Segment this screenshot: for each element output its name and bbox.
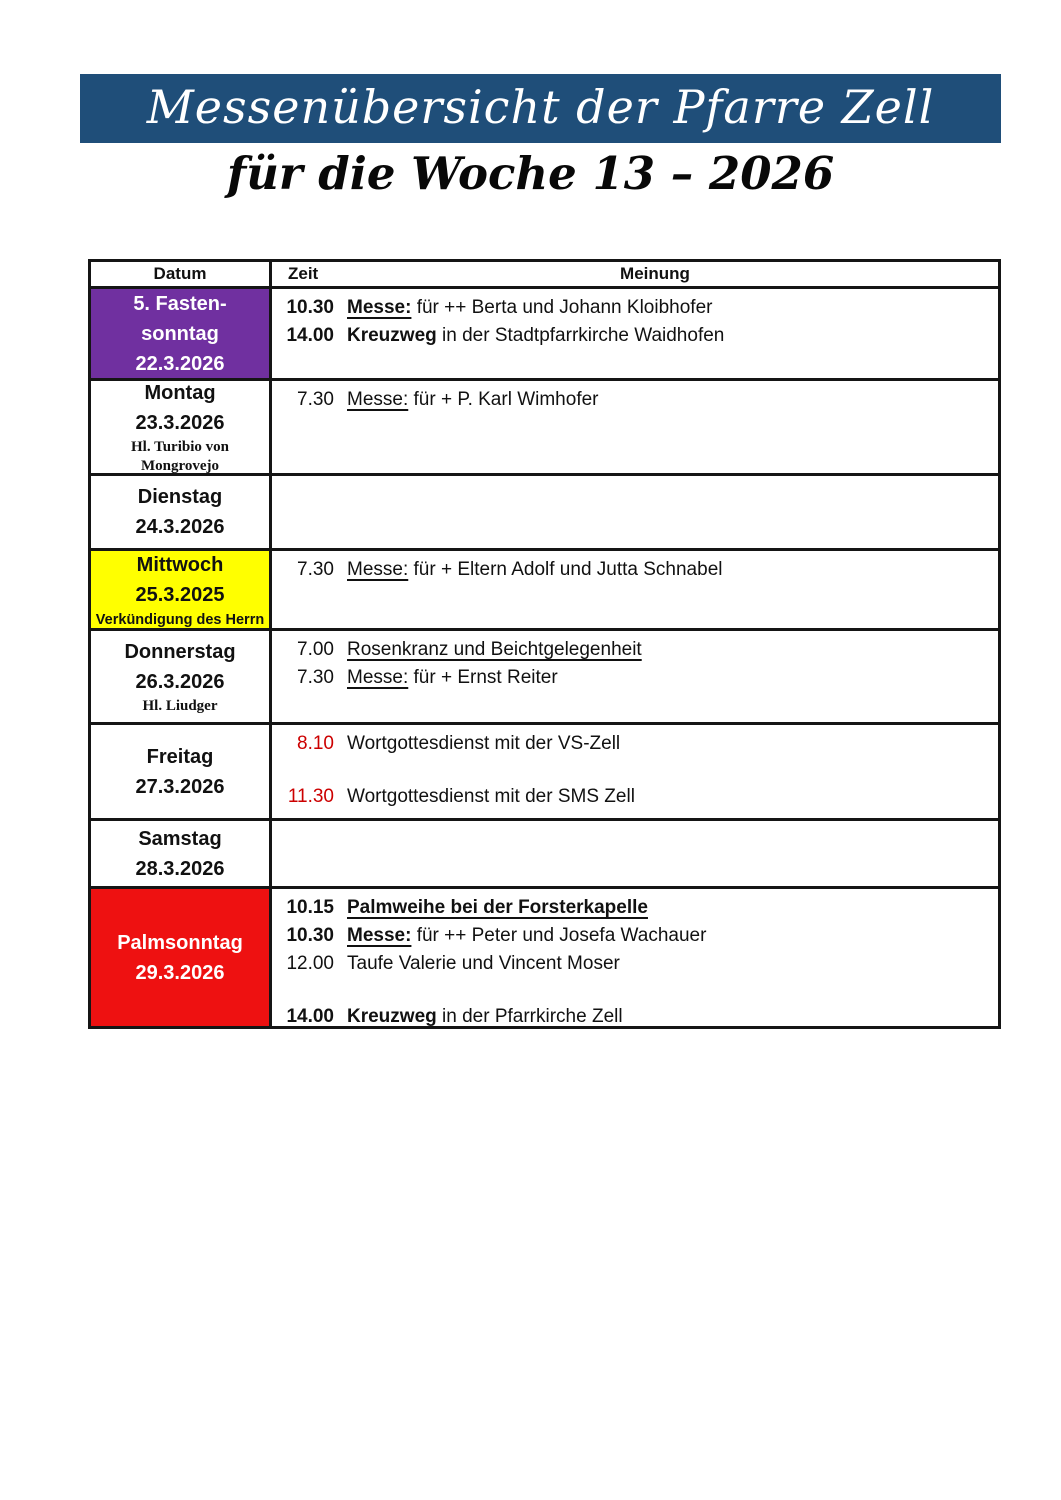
entry-text-segment: Messe: — [347, 667, 409, 688]
entry-text — [347, 664, 558, 692]
entry-text-segment: für + Eltern Adolf und Jutta Schnabel — [408, 559, 723, 580]
column-header-meinung: Meinung — [620, 264, 690, 283]
entry-text — [347, 783, 635, 811]
schedule-entry — [284, 636, 988, 664]
table-row-fastensonntag — [91, 289, 998, 381]
entry-time: 7.00 — [297, 639, 334, 660]
header-banner — [80, 74, 1001, 143]
table-body — [91, 289, 998, 1026]
entry-time: 10.30 — [286, 925, 334, 946]
entry-text-segment: für ++ Peter und Josefa Wachauer — [411, 925, 707, 946]
date-cell-donnerstag — [91, 631, 272, 722]
entry-text-segment: Taufe Valerie und Vincent Moser — [347, 953, 620, 974]
date-line: Donnerstag — [124, 641, 236, 663]
entry-text — [347, 386, 599, 414]
entry-text-segment: in der Stadtpfarrkirche Waidhofen — [436, 325, 725, 346]
entry-time: 11.30 — [287, 786, 334, 807]
entry-text — [347, 730, 620, 758]
date-cell-fastensonntag — [91, 289, 272, 378]
meinung-cell-donnerstag — [272, 631, 998, 722]
table-row-freitag — [91, 725, 998, 821]
table-row-samstag — [91, 821, 998, 889]
column-header-zeit: Zeit — [288, 264, 319, 283]
meinung-cell-samstag — [272, 821, 998, 886]
meinung-cell-montag — [272, 381, 998, 473]
entry-text-segment: Messe: — [347, 297, 412, 318]
date-line: Dienstag — [137, 486, 223, 508]
schedule-entry — [284, 322, 988, 350]
date-line: 22.3.2026 — [135, 352, 225, 375]
schedule-entry — [284, 386, 988, 414]
date-line: Palmsonntag — [117, 931, 243, 954]
entry-text-segment: in der Pfarrkirche Zell — [436, 1006, 623, 1027]
schedule-entry — [284, 556, 988, 584]
date-line: Freitag — [146, 745, 214, 768]
entry-time: 7.30 — [297, 559, 334, 580]
meinung-cell-freitag — [272, 725, 998, 818]
entry-time: 10.15 — [286, 897, 334, 918]
entry-text-segment: für ++ Berta und Johann Kloibhofer — [411, 297, 713, 318]
entry-text-segment: Messe: — [347, 559, 409, 580]
schedule-entry — [284, 664, 988, 692]
entry-time: 7.30 — [297, 667, 334, 688]
entry-text-segment: für + Ernst Reiter — [408, 667, 558, 688]
schedule-entry — [284, 294, 988, 322]
schedule-entry — [284, 894, 988, 922]
table-row-palmsonntag — [91, 889, 998, 1026]
entry-text — [347, 1003, 623, 1031]
date-line: 25.3.2025 — [135, 583, 225, 606]
feast-name: Mongrovejo — [140, 458, 220, 474]
entry-time: 12.00 — [286, 953, 334, 974]
table-header-row — [91, 262, 998, 289]
column-header-datum: Datum — [91, 262, 272, 286]
entry-text-segment: Messe: — [347, 925, 412, 946]
table-header-rest — [272, 262, 998, 286]
table-row-montag — [91, 381, 998, 476]
entry-text-segment: Kreuzweg — [347, 1006, 437, 1027]
meinung-cell-mittwoch — [272, 551, 998, 628]
date-line: sonntag — [141, 322, 219, 345]
date-line: Mittwoch — [136, 553, 224, 576]
schedule-entry — [284, 783, 988, 811]
feast-name: Verkündigung des Herrn — [95, 611, 265, 628]
entry-time: 14.00 — [286, 1006, 334, 1027]
date-cell-freitag — [91, 725, 272, 818]
date-cell-palmsonntag — [91, 889, 272, 1026]
meinung-cell-dienstag — [272, 476, 998, 548]
meinung-cell-fastensonntag — [272, 289, 998, 378]
entry-text-segment: Palmweihe bei der Forsterkapelle — [347, 897, 648, 918]
date-line: 26.3.2026 — [135, 671, 225, 693]
mass-schedule-table — [88, 259, 1001, 1029]
date-cell-mittwoch — [91, 551, 272, 628]
entry-time: 10.30 — [286, 297, 334, 318]
entry-text-segment: für + P. Karl Wimhofer — [408, 389, 599, 410]
date-line: 27.3.2026 — [135, 775, 225, 798]
date-line: 29.3.2026 — [135, 961, 225, 984]
meinung-cell-palmsonntag — [272, 889, 998, 1026]
date-line: 24.3.2026 — [135, 516, 225, 538]
entry-text-segment: Rosenkranz und Beichtgelegenheit — [347, 639, 642, 660]
feast-name: Hl. Liudger — [142, 698, 218, 714]
entry-text — [347, 636, 642, 664]
entry-text — [347, 922, 706, 950]
table-row-dienstag — [91, 476, 998, 551]
entry-text-segment: Wortgottesdienst mit der SMS Zell — [347, 786, 635, 807]
entry-text-segment: Messe: — [347, 389, 409, 410]
date-line: 28.3.2026 — [135, 857, 225, 880]
date-line: 23.3.2026 — [135, 412, 225, 434]
entry-text — [347, 556, 722, 584]
entry-text — [347, 294, 712, 322]
schedule-entry — [284, 950, 988, 978]
entry-text-segment: Kreuzweg — [347, 325, 437, 346]
date-cell-montag — [91, 381, 272, 473]
schedule-entry — [284, 1003, 988, 1031]
page-title: Messenübersicht der Pfarre Zell — [146, 79, 935, 134]
entry-text — [347, 950, 620, 978]
schedule-entry — [284, 922, 988, 950]
date-cell-dienstag — [91, 476, 272, 548]
date-line: Samstag — [138, 827, 222, 850]
date-cell-samstag — [91, 821, 272, 886]
entry-time: 7.30 — [297, 389, 334, 410]
table-row-donnerstag — [91, 631, 998, 725]
table-row-mittwoch — [91, 551, 998, 631]
feast-name: Hl. Turibio von — [131, 439, 229, 455]
page-subtitle: für die Woche 13 – 2026 — [226, 147, 835, 200]
entry-text — [347, 894, 648, 922]
entry-time: 14.00 — [286, 325, 334, 346]
date-line: 5. Fasten- — [133, 292, 227, 315]
entry-text — [347, 322, 724, 350]
date-line: Montag — [144, 382, 216, 404]
entry-time: 8.10 — [297, 733, 334, 754]
schedule-entry — [284, 730, 988, 758]
entry-text-segment: Wortgottesdienst mit der VS-Zell — [347, 733, 621, 754]
